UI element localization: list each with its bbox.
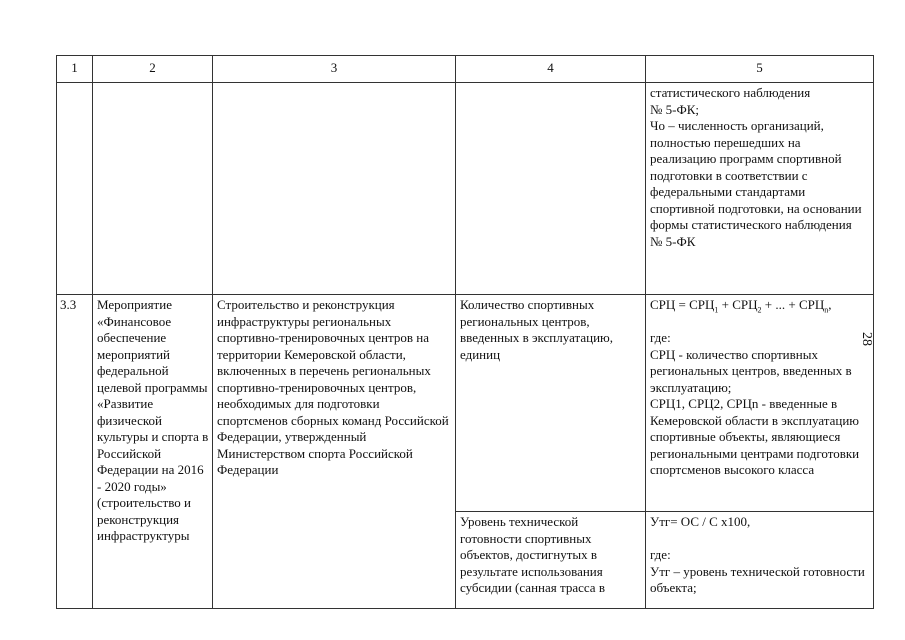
formula-count-cell (646, 295, 874, 512)
indicators-table (56, 55, 874, 609)
header-cell-2: 2 (93, 56, 213, 83)
header-cell-3: 3 (213, 56, 456, 83)
header-cell-1: 1 (57, 56, 93, 83)
activity-name: Мероприятие «Финансовое обеспечение мероприятий федеральной целевой программы «Развитие физической культуры и спорта в Российской Федерации на 2016 - 2020 годы» (строительство и реконструкция инфраструктуры (93, 295, 213, 609)
row-number: 3.3 (57, 295, 93, 609)
activity-description: Строительство и реконструкция инфраструктуры региональных спортивно-тренировочных центров на территории Кемеровской области, включенных в перечень региональных спортивно-тренировочных центров, необходимых для подготовки спортсменов сборных команд Российской Федерации, утвержденный Министерством спорта Российской Федерации (213, 295, 456, 609)
formula-readiness: Утг= ОС / С х100, где: Утг – уровень технической готовности объекта; (646, 512, 874, 609)
cont-cell-1 (57, 83, 93, 295)
cont-cell-2 (93, 83, 213, 295)
indicator-readiness: Уровень технической готовности спортивных объектов, достигнутых в результате использования субсидии (санная трасса в (456, 512, 646, 609)
table-row-continuation (57, 83, 874, 295)
table-header-row (57, 56, 874, 83)
cont-cell-5: статистического наблюдения № 5-ФК; Чо – численность организаций, полностью перешедших на реализацию программ спортивной подготовки в соответствии с федеральными стандартами спортивной подготовки, на основании формы статистического наблюдения № 5-ФК (646, 83, 874, 295)
formula-count: СРЦ = $СРЦ_1 + СРЦ_2$ + ... + $СРЦ_n$, (650, 297, 832, 315)
header-cell-4: 4 (456, 56, 646, 83)
header-cell-5: 5 (646, 56, 874, 83)
cont-cell-4 (456, 83, 646, 295)
cont-cell-3 (213, 83, 456, 295)
page-number: 28 (859, 332, 874, 346)
formula-count-explanation: где: СРЦ - количество спортивных региональных центров, введенных в эксплуатацию; СРЦ1, СРЦ2, СРЦn - введенные в Кемеровской области в эксплуатацию спортивные объекты, являющиеся региональными центрами подготовки спортсменов высокого класса (650, 330, 860, 477)
table-row-3-3 (57, 295, 874, 512)
indicator-count: Количество спортивных региональных центров, введенных в эксплуатацию, единиц (456, 295, 646, 512)
